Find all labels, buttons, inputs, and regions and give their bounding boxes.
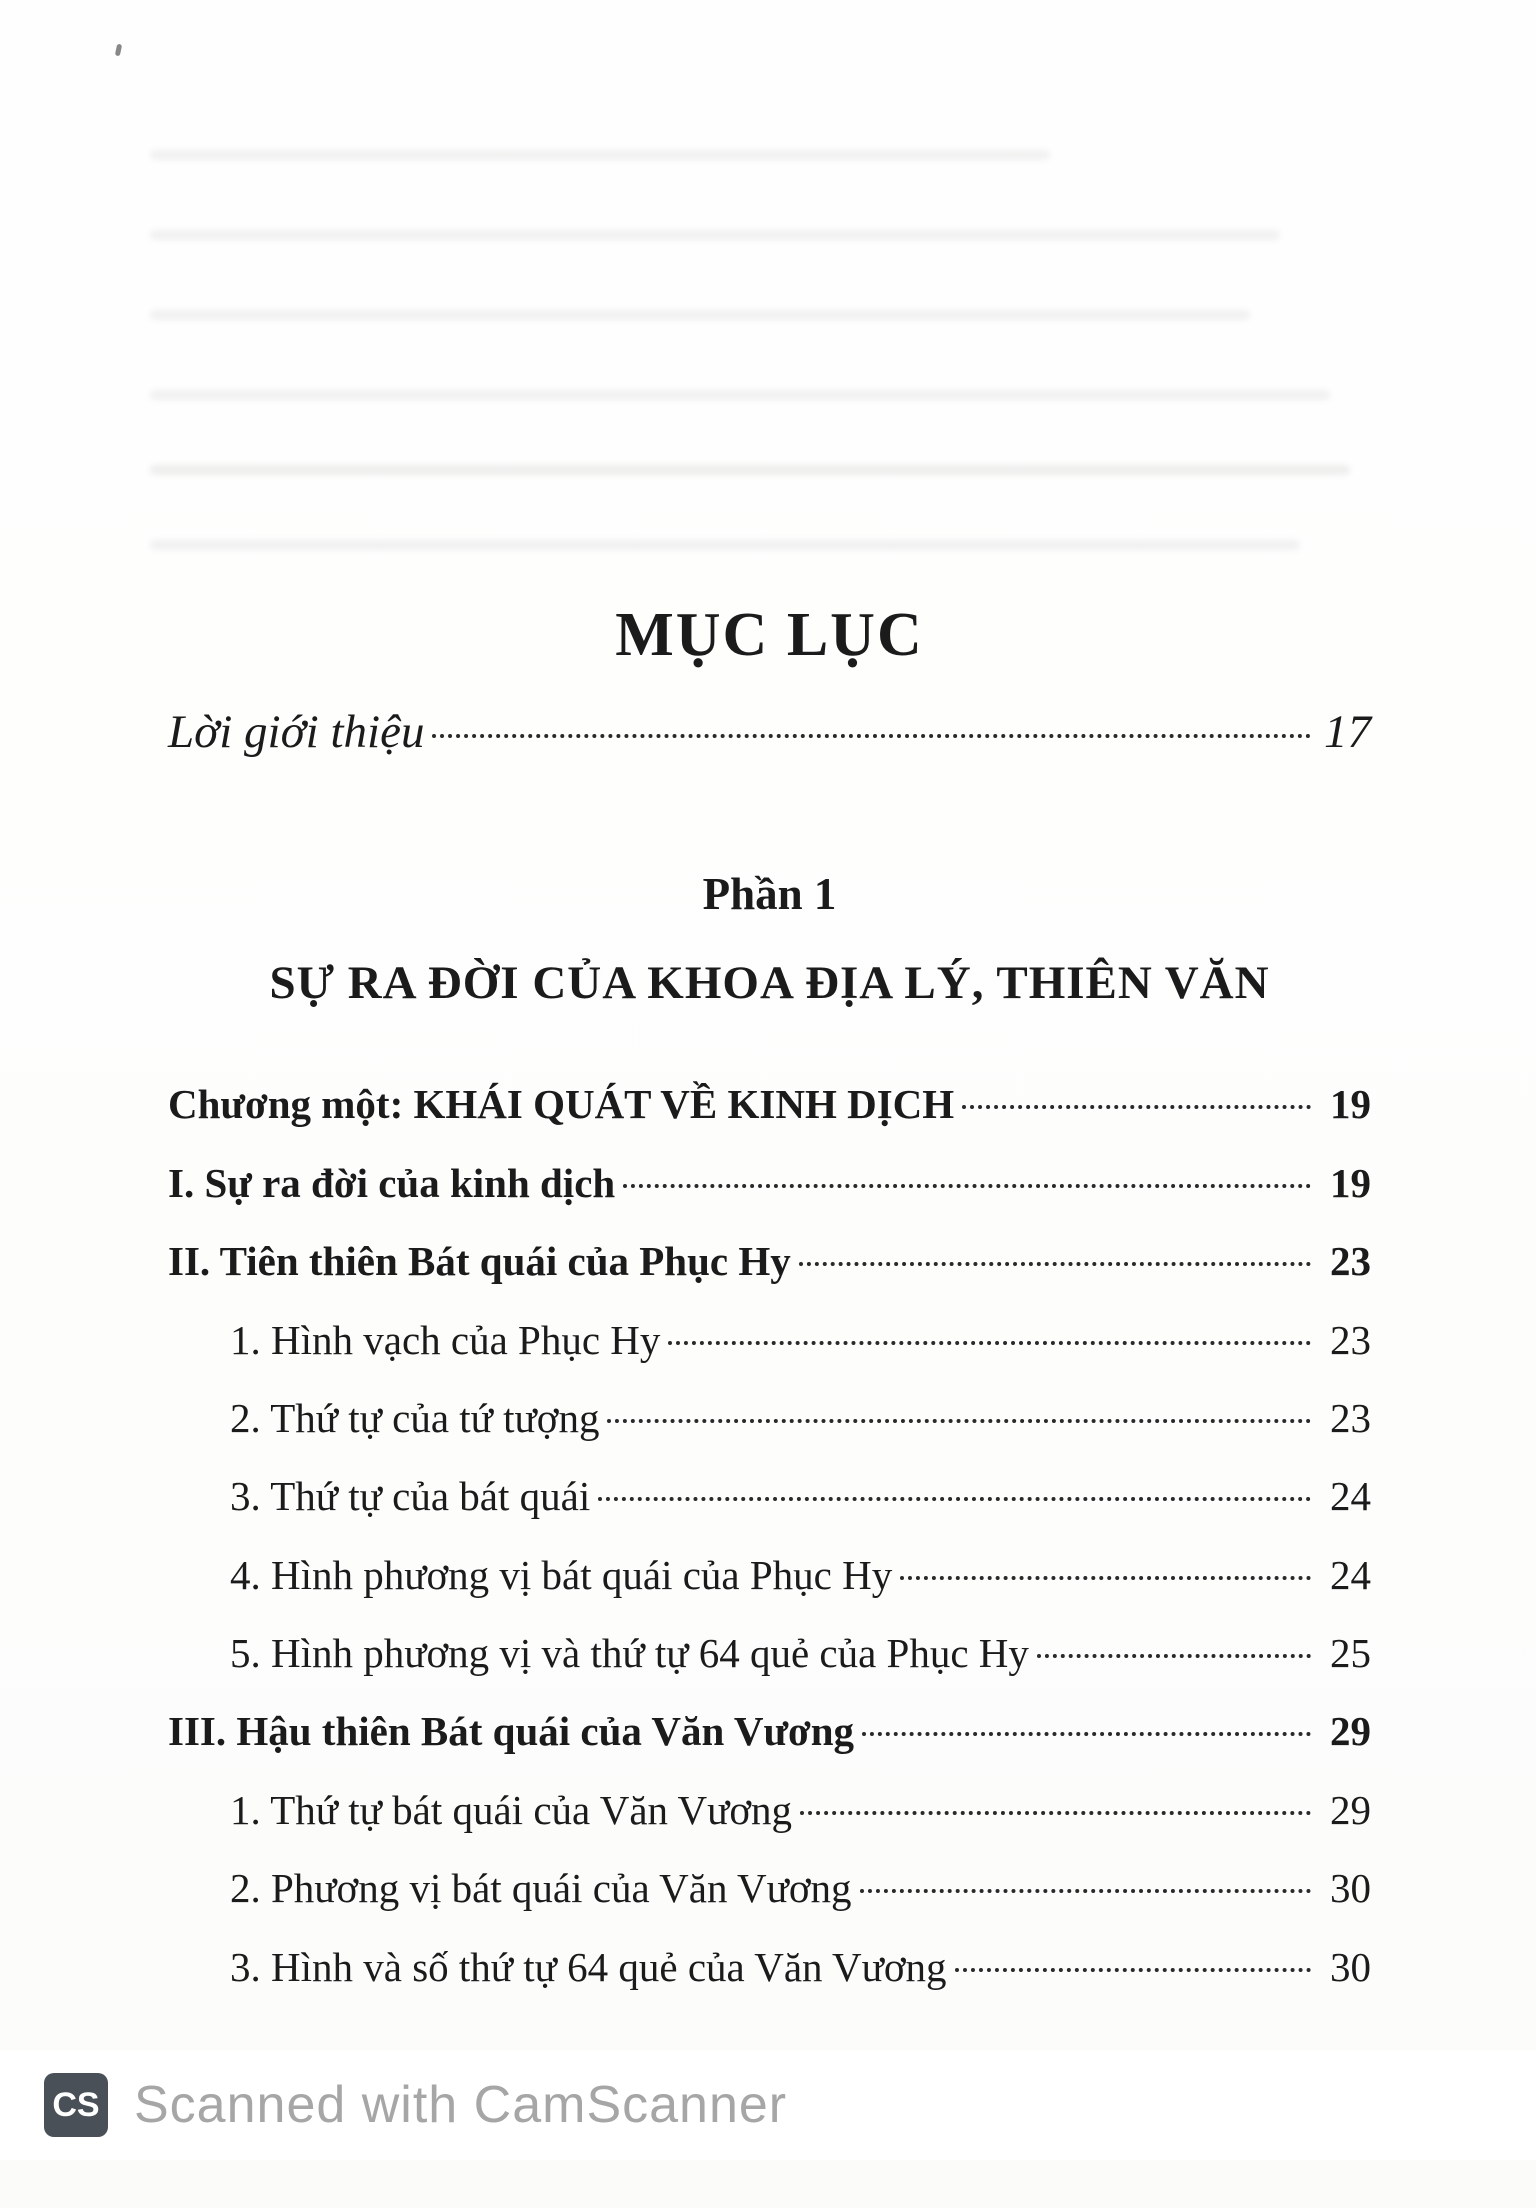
toc-entry-label: 3. Thứ tự của bát quái xyxy=(230,1473,591,1520)
toc-entry xyxy=(168,1472,1371,1520)
toc-entry xyxy=(168,1237,1371,1285)
toc-entry-page: 17 xyxy=(1324,706,1371,758)
camscanner-watermark xyxy=(0,2050,1536,2160)
toc-content xyxy=(0,600,1536,1991)
scan-artifact xyxy=(150,465,1350,475)
leader-dots xyxy=(862,1732,1311,1736)
toc-entry-page: 23 xyxy=(1330,1238,1371,1285)
toc-entry xyxy=(168,1864,1371,1912)
leader-dots xyxy=(607,1419,1311,1423)
leader-dots xyxy=(598,1497,1311,1501)
leader-dots xyxy=(1037,1654,1311,1658)
toc-entry xyxy=(168,1394,1371,1442)
leader-dots xyxy=(800,1811,1311,1815)
toc-entry-page: 30 xyxy=(1330,1943,1371,1990)
scan-artifact xyxy=(150,390,1330,400)
toc-entry-page: 19 xyxy=(1330,1081,1371,1128)
toc-entry-page: 24 xyxy=(1330,1551,1371,1598)
toc-entry xyxy=(168,1786,1371,1834)
toc-entry-page: 19 xyxy=(1330,1159,1371,1206)
toc-entry-page: 29 xyxy=(1330,1786,1371,1833)
toc-entry-page: 24 xyxy=(1330,1473,1371,1520)
toc-entry-page: 25 xyxy=(1330,1630,1371,1677)
scan-artifact xyxy=(150,230,1280,240)
scan-artifact xyxy=(115,44,122,57)
leader-dots xyxy=(900,1576,1311,1580)
toc-entry-label: 1. Thứ tự bát quái của Văn Vương xyxy=(230,1786,793,1833)
toc-entry-page: 23 xyxy=(1330,1316,1371,1363)
toc-entry-label: Chương một: KHÁI QUÁT VỀ KINH DỊCH xyxy=(168,1081,955,1128)
leader-dots xyxy=(955,1968,1311,1972)
toc-entry-label: 2. Thứ tự của tứ tượng xyxy=(230,1394,600,1441)
leader-dots xyxy=(623,1184,1311,1188)
camscanner-watermark-text: Scanned with CamScanner xyxy=(134,2076,788,2134)
toc-entry-page: 23 xyxy=(1330,1394,1371,1441)
toc-entry-label: 2. Phương vị bát quái của Văn Vương xyxy=(230,1865,852,1912)
toc-entry xyxy=(168,1159,1371,1207)
toc-entry-label: I. Sự ra đời của kinh dịch xyxy=(168,1159,616,1206)
toc-entry xyxy=(168,1629,1371,1677)
toc-entry-label: II. Tiên thiên Bát quái của Phục Hy xyxy=(168,1238,791,1285)
toc-entry-label: 5. Hình phương vị và thứ tự 64 quẻ của Phục Hy xyxy=(230,1630,1029,1677)
scan-artifact xyxy=(150,310,1250,320)
toc-entry-label: Lời giới thiệu xyxy=(168,706,425,758)
scan-artifact xyxy=(150,540,1300,550)
leader-dots xyxy=(860,1889,1311,1893)
toc-entry xyxy=(168,1943,1371,1991)
leader-dots xyxy=(668,1341,1311,1345)
scan-top-area xyxy=(0,0,1536,600)
toc-entry xyxy=(168,1551,1371,1599)
scan-artifact xyxy=(150,150,1050,160)
toc-entry-page: 29 xyxy=(1330,1708,1371,1755)
part-title: SỰ RA ĐỜI CỦA KHOA ĐỊA LÝ, THIÊN VĂN xyxy=(269,957,1270,1010)
page-title: MỤC LỤC xyxy=(615,601,924,669)
toc-entry-label: 1. Hình vạch của Phục Hy xyxy=(230,1316,661,1363)
toc-entry xyxy=(168,1080,1371,1128)
toc-entry-intro xyxy=(168,705,1371,760)
camscanner-logo-icon: CS xyxy=(44,2073,108,2137)
toc-entry xyxy=(168,1316,1371,1364)
part-heading: Phần 1 xyxy=(702,869,837,920)
toc-entry-page: 30 xyxy=(1330,1865,1371,1912)
leader-dots xyxy=(799,1262,1311,1266)
leader-dots xyxy=(962,1105,1311,1109)
leader-dots xyxy=(432,734,1311,738)
toc-entry-label: 3. Hình và số thứ tự 64 quẻ của Văn Vương xyxy=(230,1943,947,1990)
toc-entry-label: 4. Hình phương vị bát quái của Phục Hy xyxy=(230,1551,893,1598)
toc-entry xyxy=(168,1707,1371,1755)
toc-entry-label: III. Hậu thiên Bát quái của Văn Vương xyxy=(168,1708,855,1755)
